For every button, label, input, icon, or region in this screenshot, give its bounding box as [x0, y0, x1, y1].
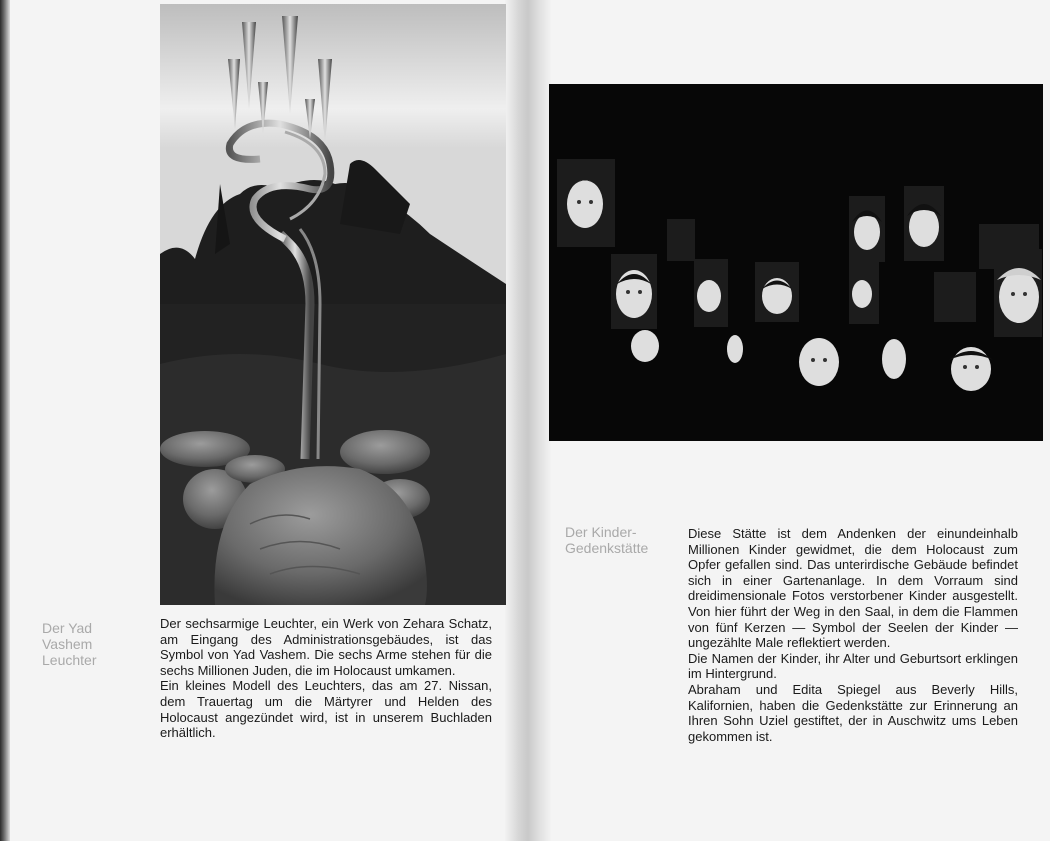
yad-vashem-caption: [42, 620, 142, 668]
caption-line: Vashem: [42, 636, 93, 652]
book-gutter: [505, 0, 551, 841]
caption-line: Der Yad: [42, 620, 93, 636]
paragraph: Abraham und Edita Spiegel aus Beverly Hills, Kalifornien, haben die Gedenkstätte zur Erinnerung an Ihren Sohn Uziel gestiftet, der in Auschwitz ums Leben gekommen ist.: [688, 681, 1018, 744]
menorah-photo-illustration: [160, 4, 506, 605]
paragraph: Ein kleines Modell des Leuchters, das am 27. Nissan, dem Trauertag um die Märtyrer und Helden des Holocaust angezündet wird, ist in unserem Buchladen erhältlich.: [160, 678, 492, 741]
children-memorial-description: [688, 526, 1018, 744]
paragraph: Diese Stätte ist dem Andenken der einundeinhalb Millionen Kinder gewidmet, die dem Holocaust zum Opfer gefallen sind. Das unterirdische Gebäude befindet sich in einer Gartenanlage. In dem Vorraum sind dreidimensionale Fotos verstorbener Kinder ausgestellt. Von hier führt der Weg in den Saal, in dem die Flammen von fünf Kerzen — Symbol der Seelen der Kinder — ungezählte Male reflektiert werden.: [688, 526, 1018, 651]
left-page: [10, 0, 505, 841]
caption-line: Der Kinder-: [565, 524, 637, 540]
paragraph: Die Namen der Kinder, ihr Alter und Geburtsort erklingen im Hintergrund.: [688, 650, 1018, 682]
menorah-description: [160, 616, 492, 741]
book-edge: [0, 0, 10, 841]
caption-line: Leuchter: [42, 652, 97, 668]
right-page: [551, 0, 1050, 841]
menorah-photo: [160, 4, 506, 605]
caption-line: Gedenkstätte: [565, 540, 649, 556]
paragraph: Der sechsarmige Leuchter, ein Werk von Zehara Schatz, am Eingang des Administrationsgebäudes, ist das Symbol von Yad Vashem. Die sechs Arme stehen für die sechs Millionen Juden, die im Holocaust umkamen.: [160, 616, 492, 678]
children-memorial-illustration: [549, 84, 1043, 441]
children-memorial-caption: [565, 524, 685, 556]
children-memorial-photo: [549, 84, 1043, 441]
